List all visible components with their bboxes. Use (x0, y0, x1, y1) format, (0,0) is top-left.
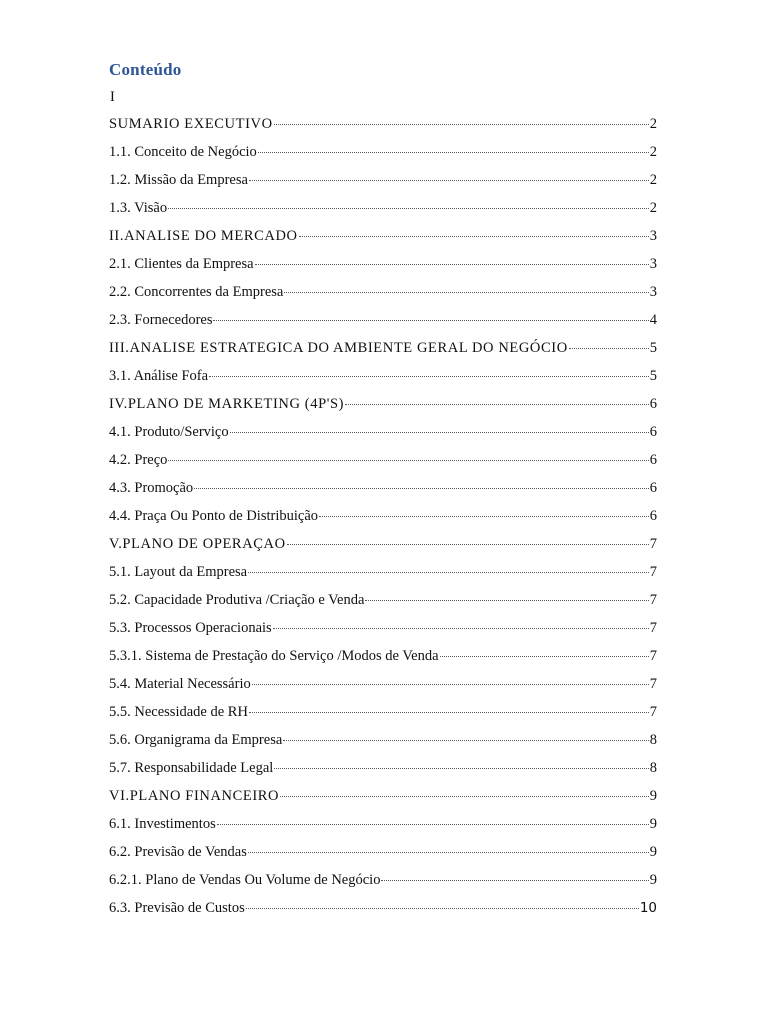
toc-entry[interactable] (109, 788, 657, 816)
toc-entry-label: 5.1. Layout da Empresa (109, 564, 248, 580)
dot-leader (274, 124, 649, 125)
toc-entry-label: 2.1. Clientes da Empresa (109, 256, 254, 272)
toc-entry-label: 6.3. Previsão de Custos (109, 900, 245, 916)
toc-entry-page-number: 6 (649, 508, 657, 524)
dot-leader (569, 348, 649, 349)
toc-entry-page-number: 10 (639, 900, 657, 916)
toc-entry[interactable] (109, 256, 657, 284)
toc-entry-label: VI.PLANO FINANCEIRO (109, 788, 280, 804)
toc-entry-label: 1.2. Missão da Empresa (109, 172, 248, 188)
toc-entry-label: V.PLANO DE OPERAÇAO (109, 536, 286, 552)
dot-leader (168, 460, 648, 461)
toc-entry-label: 5.2. Capacidade Produtiva /Criação e Venda (109, 592, 365, 608)
toc-entry-page-number: 9 (649, 872, 657, 888)
toc-entry-label: 5.7. Responsabilidade Legal (109, 760, 274, 776)
toc-entry-page-number: 8 (649, 760, 657, 776)
toc-entry-label: 5.3. Processos Operacionais (109, 620, 272, 636)
toc-entry[interactable] (109, 424, 657, 452)
toc-entry-label: 4.1. Produto/Serviço (109, 424, 229, 440)
dot-leader (284, 292, 648, 293)
toc-entry-label: 3.1. Análise Fofa (109, 368, 209, 384)
dot-leader (274, 768, 648, 769)
toc-entry[interactable] (109, 592, 657, 620)
toc-entry-page-number: 7 (649, 676, 657, 692)
toc-entry-label: 1.1. Conceito de Negócio (109, 144, 257, 160)
toc-entry-label: III.ANALISE ESTRATEGICA DO AMBIENTE GERAL DO NEGÓCIO (109, 340, 568, 356)
toc-entry-label: II.ANALISE DO MERCADO (109, 228, 298, 244)
dot-leader (365, 600, 648, 601)
toc-entry[interactable] (109, 536, 657, 564)
toc-title: Conteúdo (109, 60, 182, 79)
dot-leader (345, 404, 649, 405)
dot-leader (258, 152, 649, 153)
toc-entry[interactable] (109, 116, 657, 144)
toc-entry[interactable] (109, 620, 657, 648)
toc-entry-page-number: 7 (649, 592, 657, 608)
toc-entry-label: 5.5. Necessidade de RH (109, 704, 248, 720)
toc-entry-page-number: 2 (649, 172, 657, 188)
dot-leader (249, 712, 649, 713)
toc-entry[interactable] (109, 844, 657, 872)
toc-entry-label: 2.3. Fornecedores (109, 312, 213, 328)
dot-leader (287, 544, 649, 545)
roman-numeral-marker: I (110, 89, 115, 105)
dot-leader (255, 264, 649, 265)
toc-entry-page-number: 9 (649, 844, 657, 860)
dot-leader (440, 656, 649, 657)
dot-leader (217, 824, 649, 825)
dot-leader (248, 852, 649, 853)
toc-entry-page-number: 2 (649, 116, 657, 132)
toc-entry[interactable] (109, 508, 657, 536)
toc-entry-page-number: 2 (649, 144, 657, 160)
toc-entry[interactable] (109, 200, 657, 228)
toc-entry[interactable] (109, 648, 657, 676)
dot-leader (381, 880, 648, 881)
toc-entry-label: SUMARIO EXECUTIVO (109, 116, 273, 132)
toc-entry-page-number: 6 (649, 480, 657, 496)
toc-entry-label: 5.4. Material Necessário (109, 676, 251, 692)
toc-entry-page-number: 8 (649, 732, 657, 748)
toc-entry-label: 4.3. Promoção (109, 480, 194, 496)
toc-entry-label: 4.2. Preço (109, 452, 168, 468)
toc-entry-label: 2.2. Concorrentes da Empresa (109, 284, 284, 300)
toc-entry[interactable] (109, 284, 657, 312)
toc-entry-page-number: 7 (649, 564, 657, 580)
toc-entry[interactable] (109, 340, 657, 368)
toc-entry-page-number: 5 (649, 340, 657, 356)
table-of-contents (109, 116, 657, 928)
dot-leader (283, 740, 648, 741)
toc-entry-page-number: 6 (649, 452, 657, 468)
toc-entry-page-number: 9 (649, 816, 657, 832)
dot-leader (280, 796, 649, 797)
dot-leader (252, 684, 649, 685)
toc-entry[interactable] (109, 732, 657, 760)
toc-entry-label: 5.3.1. Sistema de Prestação do Serviço /Modos de Venda (109, 648, 439, 664)
toc-entry[interactable] (109, 676, 657, 704)
toc-entry-page-number: 6 (649, 396, 657, 412)
toc-entry-page-number: 9 (649, 788, 657, 804)
toc-entry-page-number: 3 (649, 284, 657, 300)
toc-entry[interactable] (109, 312, 657, 340)
toc-entry[interactable] (109, 564, 657, 592)
toc-entry[interactable] (109, 704, 657, 732)
dot-leader (209, 376, 649, 377)
toc-entry-page-number: 3 (649, 228, 657, 244)
toc-entry[interactable] (109, 816, 657, 844)
dot-leader (273, 628, 649, 629)
dot-leader (213, 320, 648, 321)
dot-leader (248, 572, 649, 573)
toc-entry-label: 6.2.1. Plano de Vendas Ou Volume de Negócio (109, 872, 381, 888)
toc-entry-page-number: 7 (649, 648, 657, 664)
toc-entry[interactable] (109, 480, 657, 508)
toc-entry-label: 4.4. Praça Ou Ponto de Distribuição (109, 508, 319, 524)
dot-leader (299, 236, 649, 237)
toc-entry[interactable] (109, 396, 657, 424)
dot-leader (246, 908, 639, 909)
toc-entry[interactable] (109, 760, 657, 788)
toc-entry[interactable] (109, 172, 657, 200)
toc-entry-label: 1.3. Visão (109, 200, 168, 216)
dot-leader (319, 516, 649, 517)
toc-entry-label: 5.6. Organigrama da Empresa (109, 732, 283, 748)
dot-leader (230, 432, 649, 433)
dot-leader (168, 208, 649, 209)
toc-entry[interactable] (109, 368, 657, 396)
toc-entry-label: 6.2. Previsão de Vendas (109, 844, 247, 860)
toc-entry-page-number: 4 (649, 312, 657, 328)
toc-entry-label: IV.PLANO DE MARKETING (4P'S) (109, 396, 345, 412)
toc-entry[interactable] (109, 144, 657, 172)
toc-entry-page-number: 7 (649, 536, 657, 552)
toc-entry-page-number: 7 (649, 704, 657, 720)
toc-entry-page-number: 7 (649, 620, 657, 636)
dot-leader (194, 488, 649, 489)
toc-entry[interactable] (109, 228, 657, 256)
toc-entry-label: 6.1. Investimentos (109, 816, 216, 832)
toc-entry-page-number: 2 (649, 200, 657, 216)
dot-leader (249, 180, 649, 181)
toc-entry-page-number: 6 (649, 424, 657, 440)
toc-entry-page-number: 5 (649, 368, 657, 384)
toc-entry[interactable] (109, 900, 657, 928)
toc-entry[interactable] (109, 872, 657, 900)
toc-entry-page-number: 3 (649, 256, 657, 272)
toc-entry[interactable] (109, 452, 657, 480)
